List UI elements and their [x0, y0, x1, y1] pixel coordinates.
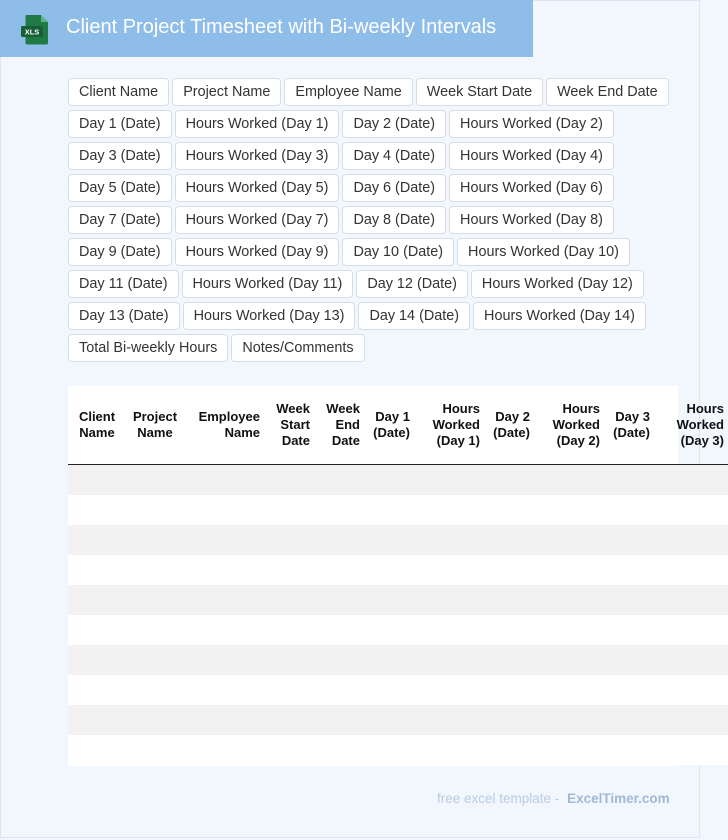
- table-cell[interactable]: [126, 615, 184, 645]
- title-bar: [0, 0, 533, 57]
- table-cell[interactable]: [414, 705, 484, 735]
- field-chip: Hours Worked (Day 4): [449, 142, 614, 170]
- table-cell[interactable]: [414, 735, 484, 765]
- table-cell[interactable]: [264, 675, 314, 705]
- table-cell[interactable]: [364, 495, 414, 525]
- field-chip: Day 9 (Date): [68, 238, 172, 266]
- table-row: [68, 705, 728, 735]
- table-cell[interactable]: [654, 585, 728, 615]
- footer: [437, 791, 670, 806]
- table-cell[interactable]: [534, 555, 604, 585]
- field-chip: Client Name: [68, 78, 169, 106]
- excel-file-icon: [21, 14, 49, 45]
- table-cell[interactable]: [484, 585, 534, 615]
- table-cell[interactable]: [184, 735, 264, 765]
- field-chip: Day 7 (Date): [68, 206, 172, 234]
- table-cell[interactable]: [68, 464, 126, 495]
- column-header: Employee Name: [184, 386, 264, 464]
- table-cell[interactable]: [414, 585, 484, 615]
- table-cell[interactable]: [68, 675, 126, 705]
- table-cell[interactable]: [264, 645, 314, 675]
- table-cell[interactable]: [604, 705, 654, 735]
- table-cell[interactable]: [534, 705, 604, 735]
- table-cell[interactable]: [184, 495, 264, 525]
- table-cell[interactable]: [534, 645, 604, 675]
- column-header: Week Start Date: [264, 386, 314, 464]
- table-cell[interactable]: [364, 555, 414, 585]
- table-cell[interactable]: [484, 555, 534, 585]
- table-cell[interactable]: [264, 495, 314, 525]
- table-cell[interactable]: [126, 495, 184, 525]
- table-cell[interactable]: [654, 735, 728, 765]
- field-chip: Hours Worked (Day 8): [449, 206, 614, 234]
- table-cell[interactable]: [364, 464, 414, 495]
- field-chip: Hours Worked (Day 12): [471, 270, 644, 298]
- table-cell[interactable]: [184, 525, 264, 555]
- table-row: [68, 675, 728, 705]
- table-cell[interactable]: [484, 464, 534, 495]
- table-cell[interactable]: [264, 555, 314, 585]
- field-chip: Week End Date: [546, 78, 669, 106]
- field-chip: Hours Worked (Day 10): [457, 238, 630, 266]
- column-header: Day 2 (Date): [484, 386, 534, 464]
- table-cell[interactable]: [604, 735, 654, 765]
- table-row: [68, 615, 728, 645]
- table-cell[interactable]: [264, 705, 314, 735]
- field-chip: Day 1 (Date): [68, 110, 172, 138]
- table-row: [68, 555, 728, 585]
- field-chip: Day 8 (Date): [342, 206, 446, 234]
- table-cell[interactable]: [264, 735, 314, 765]
- column-header: Hours Worked (Day 3): [654, 386, 728, 464]
- table-cell[interactable]: [364, 645, 414, 675]
- table-cell[interactable]: [534, 585, 604, 615]
- table-cell[interactable]: [654, 495, 728, 525]
- table-cell[interactable]: [414, 555, 484, 585]
- table-cell[interactable]: [314, 645, 364, 675]
- field-chip: Day 6 (Date): [342, 174, 446, 202]
- table-cell[interactable]: [604, 675, 654, 705]
- table-cell[interactable]: [314, 495, 364, 525]
- table-cell[interactable]: [364, 705, 414, 735]
- column-header: Project Name: [126, 386, 184, 464]
- table-cell[interactable]: [68, 735, 126, 765]
- table-cell[interactable]: [604, 464, 654, 495]
- table-cell[interactable]: [68, 615, 126, 645]
- table-cell[interactable]: [484, 645, 534, 675]
- table-cell[interactable]: [184, 615, 264, 645]
- field-chip: Hours Worked (Day 14): [473, 302, 646, 330]
- table-cell[interactable]: [534, 675, 604, 705]
- table-cell[interactable]: [654, 705, 728, 735]
- table-cell[interactable]: [264, 615, 314, 645]
- table-cell[interactable]: [184, 464, 264, 495]
- field-chip: Hours Worked (Day 3): [175, 142, 340, 170]
- table-cell[interactable]: [414, 525, 484, 555]
- table-cell[interactable]: [534, 525, 604, 555]
- table-cell[interactable]: [314, 464, 364, 495]
- icon-label: XLS: [24, 27, 40, 37]
- table-cell[interactable]: [314, 675, 364, 705]
- table-cell[interactable]: [68, 705, 126, 735]
- table-cell[interactable]: [264, 585, 314, 615]
- timesheet-table: [68, 386, 724, 766]
- field-chip: Notes/Comments: [231, 334, 364, 362]
- table-cell[interactable]: [126, 735, 184, 765]
- table-cell[interactable]: [604, 645, 654, 675]
- table-cell[interactable]: [364, 675, 414, 705]
- table-cell[interactable]: [534, 464, 604, 495]
- table-row: [68, 735, 728, 765]
- table-cell[interactable]: [126, 705, 184, 735]
- table-cell[interactable]: [126, 585, 184, 615]
- table-cell[interactable]: [314, 705, 364, 735]
- table-cell[interactable]: [414, 615, 484, 645]
- table-cell[interactable]: [654, 615, 728, 645]
- field-chip: Week Start Date: [416, 78, 543, 106]
- field-chip: Day 14 (Date): [358, 302, 470, 330]
- table-cell[interactable]: [68, 525, 126, 555]
- footer-prefix: free excel template -: [437, 791, 560, 806]
- table-cell[interactable]: [604, 585, 654, 615]
- table-cell[interactable]: [314, 615, 364, 645]
- table-cell[interactable]: [184, 555, 264, 585]
- table-cell[interactable]: [68, 585, 126, 615]
- column-header: Week End Date: [314, 386, 364, 464]
- table-cell[interactable]: [126, 464, 184, 495]
- field-chip: Day 10 (Date): [342, 238, 454, 266]
- table-cell[interactable]: [484, 705, 534, 735]
- field-chip: Total Bi-weekly Hours: [68, 334, 228, 362]
- table-row: [68, 464, 728, 495]
- table-cell[interactable]: [414, 495, 484, 525]
- field-chip: Employee Name: [284, 78, 412, 106]
- column-header: Day 1 (Date): [364, 386, 414, 464]
- field-chip: Hours Worked (Day 6): [449, 174, 614, 202]
- table-cell[interactable]: [654, 675, 728, 705]
- table-cell[interactable]: [484, 525, 534, 555]
- table-cell[interactable]: [654, 555, 728, 585]
- table-cell[interactable]: [654, 645, 728, 675]
- table-cell[interactable]: [534, 615, 604, 645]
- field-chip: Hours Worked (Day 11): [182, 270, 354, 298]
- table-cell[interactable]: [314, 585, 364, 615]
- table-cell[interactable]: [484, 675, 534, 705]
- table-cell[interactable]: [604, 615, 654, 645]
- field-list: [68, 78, 682, 362]
- table-cell[interactable]: [126, 555, 184, 585]
- table-cell[interactable]: [184, 675, 264, 705]
- table-cell[interactable]: [414, 675, 484, 705]
- table-cell[interactable]: [484, 495, 534, 525]
- table-cell[interactable]: [314, 555, 364, 585]
- table-cell[interactable]: [364, 615, 414, 645]
- table-cell[interactable]: [184, 645, 264, 675]
- table-body: [68, 464, 728, 765]
- table-cell[interactable]: [364, 525, 414, 555]
- table-cell[interactable]: [68, 555, 126, 585]
- table-cell[interactable]: [654, 464, 728, 495]
- footer-brand-link[interactable]: ExcelTimer.com: [567, 791, 670, 806]
- field-chip: Hours Worked (Day 7): [175, 206, 340, 234]
- table-cell[interactable]: [414, 464, 484, 495]
- table-cell[interactable]: [68, 645, 126, 675]
- table-row: [68, 495, 728, 525]
- field-chip: Hours Worked (Day 1): [175, 110, 340, 138]
- table-cell[interactable]: [534, 495, 604, 525]
- table-cell[interactable]: [604, 495, 654, 525]
- field-chip: Hours Worked (Day 9): [175, 238, 340, 266]
- field-chip: Hours Worked (Day 2): [449, 110, 614, 138]
- table-cell[interactable]: [364, 735, 414, 765]
- field-chip: Day 13 (Date): [68, 302, 180, 330]
- table-cell[interactable]: [314, 735, 364, 765]
- table-cell[interactable]: [68, 495, 126, 525]
- column-header: Hours Worked (Day 1): [414, 386, 484, 464]
- table-cell[interactable]: [264, 525, 314, 555]
- table-cell[interactable]: [534, 735, 604, 765]
- column-header: Hours Worked (Day 2): [534, 386, 604, 464]
- field-chip: Day 12 (Date): [356, 270, 468, 298]
- table-cell[interactable]: [314, 525, 364, 555]
- table-cell[interactable]: [126, 645, 184, 675]
- field-chip: Day 4 (Date): [342, 142, 446, 170]
- field-chip: Day 2 (Date): [342, 110, 446, 138]
- table-row: [68, 645, 728, 675]
- table-cell[interactable]: [184, 705, 264, 735]
- table-cell[interactable]: [484, 615, 534, 645]
- column-header: Client Name: [68, 386, 126, 464]
- table-cell[interactable]: [484, 735, 534, 765]
- table-cell[interactable]: [414, 645, 484, 675]
- table-cell[interactable]: [264, 464, 314, 495]
- column-header: Day 3 (Date): [604, 386, 654, 464]
- table-row: [68, 585, 728, 615]
- field-chip: Day 5 (Date): [68, 174, 172, 202]
- field-chip: Hours Worked (Day 5): [175, 174, 340, 202]
- table-cell[interactable]: [604, 555, 654, 585]
- table-cell[interactable]: [126, 675, 184, 705]
- table-cell[interactable]: [126, 525, 184, 555]
- table-cell[interactable]: [184, 585, 264, 615]
- table-row: [68, 525, 728, 555]
- field-chip: Project Name: [172, 78, 281, 106]
- table-header-row: [68, 386, 728, 464]
- field-chip: Hours Worked (Day 13): [183, 302, 356, 330]
- field-chip: Day 11 (Date): [68, 270, 179, 298]
- table-cell[interactable]: [654, 525, 728, 555]
- table-cell[interactable]: [604, 525, 654, 555]
- field-chip: Day 3 (Date): [68, 142, 172, 170]
- table-cell[interactable]: [364, 585, 414, 615]
- page-title: Client Project Timesheet with Bi-weekly Intervals: [66, 16, 497, 38]
